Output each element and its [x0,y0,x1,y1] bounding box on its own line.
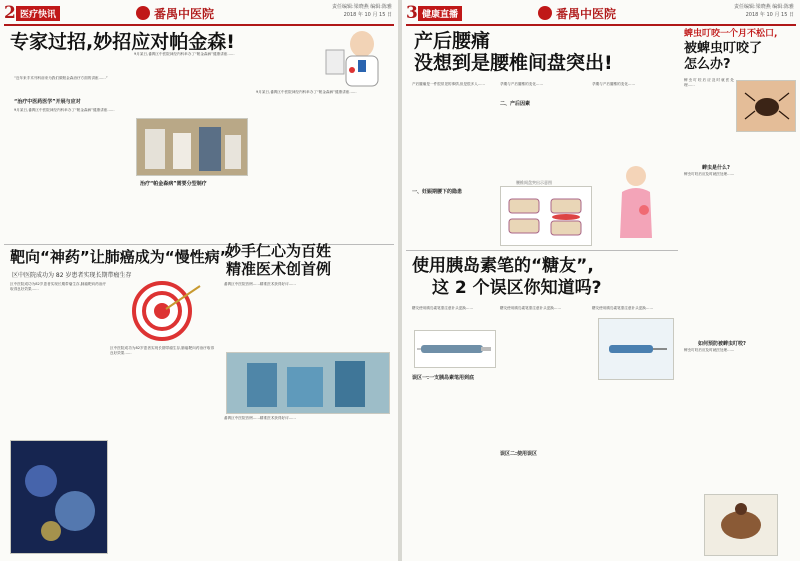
page-header-left [4,2,394,26]
headline-parkinson: 专家过招,妙招应对帕金森! [10,31,235,53]
headline-insulin-2: 这 2 个误区你知道吗? [432,278,602,298]
body-text: 9月某日,番禺区中医院神经内科举办了“帕金森病”健康讲座…… [14,108,115,112]
subheading: 误区二:使用误区 [500,451,538,457]
headline-backpain-2: 没想到是腰椎间盘突出! [414,52,613,74]
page-left [0,0,398,561]
hospital-logo-icon [538,6,552,20]
body-text: 9月某日,番禺区中医院神经内科举办了“帕金森病”健康讲座…… [134,52,235,56]
article-column [10,282,106,432]
meta-line: 责任编辑:梁晓燕 编辑:陈雅 [734,4,794,10]
article-column [684,172,794,342]
header-meta [734,3,794,19]
headline-precision-2: 精准医术创首例 [226,260,332,278]
page-number: 3 [406,3,418,23]
subheading: 误区一:一支胰岛素笔用到底 [412,375,475,381]
body-text: “近年来手术刊科前来为我们做帕金森治疗方面的讲座……” [14,76,108,80]
headline-insulin-1: 使用胰岛素笔的“糖友”, [412,256,594,276]
headline-lung-cancer: 靶向“神药”让肺癌成为“慢性病” [10,248,230,266]
article-column [684,348,794,488]
doctor-illustration [322,28,392,88]
headline-tick-1: 蜱虫叮咬一个月不松口, [684,29,778,39]
meta-line: 2018 年 10 月 15 日 [745,12,794,18]
page-header-right [406,2,796,26]
brand-name: 番禺中医院 [556,7,617,21]
meta-line: 2018 年 10 月 15 日 [343,12,392,18]
tick-photo [736,80,796,132]
article-column [412,82,496,242]
body-text: 糖友使用胰岛素笔需注意针头更换…… [412,306,474,310]
subheading: “治疗中医药医学”开展与应对 [14,99,81,105]
body-text: 产后腰痛是一件很常见的事情,但是很多人…… [412,82,486,86]
lecture-photo [136,118,248,176]
body-text: 区中医院成功为82岁患者实现长期带瘤生存,肺癌靶向药治疗取得良好效果…… [110,346,214,355]
body-text: 蜱虫叮咬后应及时就医处理…… [684,78,734,87]
body-text: 蜱虫叮咬后应及时就医处理…… [684,172,735,176]
tick-illustration [704,494,778,556]
article-column [110,346,214,556]
body-text: 蜱虫叮咬后应及时就医处理…… [684,348,735,352]
article-column [256,90,390,240]
article-column [14,108,126,238]
body-text: 孕期与产后腰椎的变化…… [592,82,636,86]
divider [406,250,678,251]
brand-name: 番禺中医院 [154,7,215,21]
subheading: 一、妊娠期腰下的隐患 [412,189,463,195]
body-text: 区中医院成功为82岁患者实现长期带瘤生存,肺癌靶向药治疗取得良好效果…… [10,282,106,291]
body-text: 番禺区中医院首例……精准医术获得好评…… [224,416,296,420]
body-text: 番禺区中医院首例……精准医术获得好评…… [224,282,296,286]
subheading: 蜱虫是什么? [702,165,730,171]
cell-illustration [10,440,108,554]
body-text: 9月某日,番禺区中医院神经内科举办了“帕金森病”健康讲座…… [256,90,357,94]
body-text: 糖友使用胰岛素笔需注意针头更换…… [592,306,654,310]
headline-backpain-1: 产后腰痛 [414,30,491,52]
diagram-caption: 腰椎间盘突出示意图 [516,180,552,185]
needle-illustration [598,318,674,380]
body-text: 孕期与产后腰椎的变化…… [500,82,544,86]
page-number: 2 [4,3,16,23]
section-label: 健康直播 [418,6,462,21]
headline-tick-3: 怎么办? [684,57,731,72]
headline-tick-2: 被蜱虫叮咬了 [684,41,763,56]
article-column [224,282,390,352]
article-column [500,82,584,182]
article-column [500,306,584,556]
subtitle-lung-cancer: 区中医院成功为 82 岁患者实现长期带瘤生存 [12,272,132,279]
insulin-pen-photo [414,330,496,368]
subheading: 如何预防被蜱虫叮咬? [698,341,746,347]
meta-line: 责任编辑:梁晓燕 编辑:陈雅 [332,4,392,10]
page-right [402,0,800,561]
woman-illustration [602,162,668,242]
section-label: 医疗快讯 [16,6,60,21]
spine-diagram [500,186,592,246]
header-meta [332,3,392,19]
headline-precision-1: 妙手仁心为百姓 [226,242,332,260]
article-column [224,416,390,556]
subheading: 二、产后因素 [500,101,531,107]
hospital-logo-icon [136,6,150,20]
target-illustration [110,280,214,342]
surgery-photo [226,352,390,414]
divider [4,244,394,245]
subheading: 治疗“帕金森病”需要分型制疗 [140,181,207,187]
article-column [684,78,734,158]
body-text: 糖友使用胰岛素笔需注意针头更换…… [500,306,562,310]
